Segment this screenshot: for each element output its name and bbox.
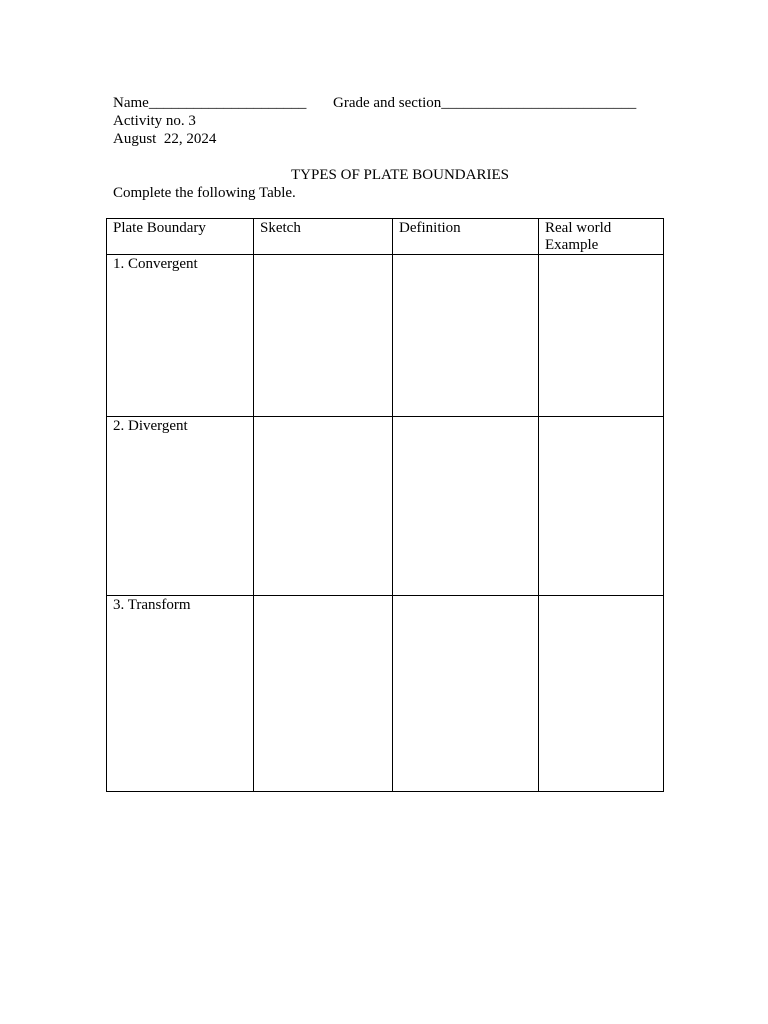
column-header-real-world-example: Real world Example (539, 219, 664, 255)
boundary-cell-divergent: 2. Divergent (107, 417, 254, 596)
definition-cell[interactable] (393, 596, 539, 792)
column-header-sketch: Sketch (254, 219, 393, 255)
example-cell[interactable] (539, 255, 664, 417)
definition-cell[interactable] (393, 255, 539, 417)
sketch-cell[interactable] (254, 255, 393, 417)
plate-boundaries-table (106, 218, 664, 792)
table-row (107, 417, 664, 596)
name-field[interactable]: Name_____________________ (113, 95, 307, 111)
column-header-plate-boundary: Plate Boundary (107, 219, 254, 255)
boundary-cell-convergent: 1. Convergent (107, 255, 254, 417)
boundary-cell-transform: 3. Transform (107, 596, 254, 792)
activity-number: Activity no. 3 (113, 113, 196, 129)
example-cell[interactable] (539, 417, 664, 596)
example-cell[interactable] (539, 596, 664, 792)
table-header-row (107, 219, 664, 255)
table-row (107, 255, 664, 417)
column-header-definition: Definition (393, 219, 539, 255)
instruction-text: Complete the following Table. (113, 185, 296, 201)
sketch-cell[interactable] (254, 596, 393, 792)
definition-cell[interactable] (393, 417, 539, 596)
worksheet-title: TYPES OF PLATE BOUNDARIES (291, 167, 509, 183)
table-row (107, 596, 664, 792)
activity-date: August 22, 2024 (113, 131, 217, 147)
sketch-cell[interactable] (254, 417, 393, 596)
grade-and-section-field[interactable]: Grade and section__________________________ (333, 95, 637, 111)
